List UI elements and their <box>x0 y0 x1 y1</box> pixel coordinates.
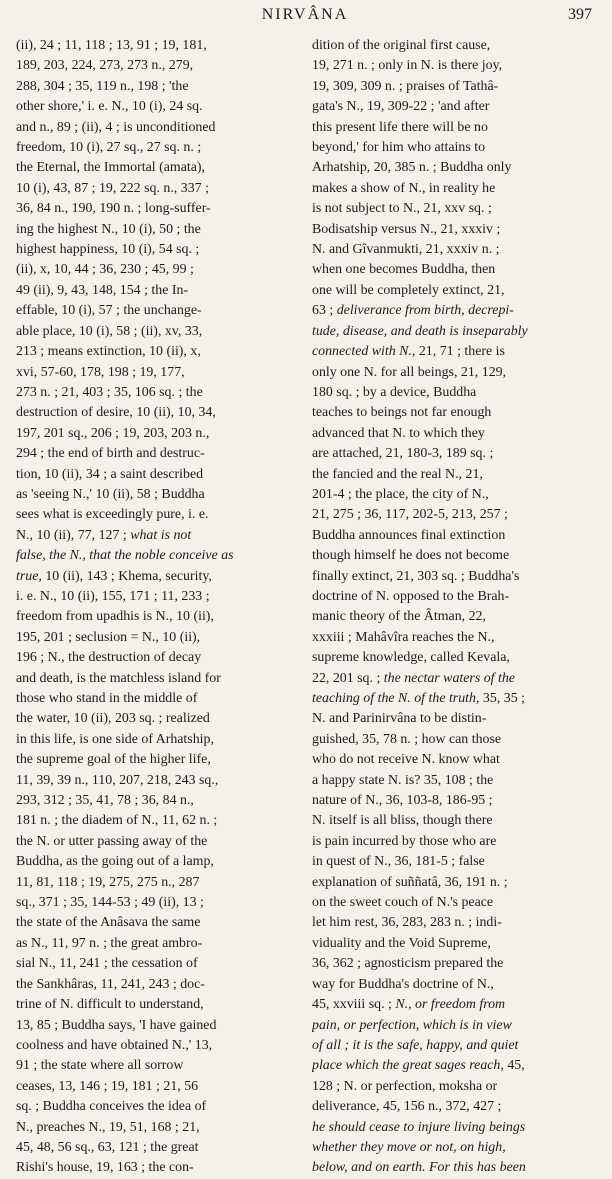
index-text: N., 10 (ii), 77, 127 ; <box>16 527 131 543</box>
index-text: 19, 271 n. ; only in N. is there joy, <box>312 58 503 74</box>
index-line <box>16 158 298 178</box>
index-text: 195, 201 ; seclusion = N., 10 (ii), <box>16 629 201 645</box>
index-text: teaches to beings not far enough <box>312 405 492 421</box>
index-line <box>312 546 594 566</box>
index-text: when one becomes Buddha, then <box>312 262 496 278</box>
index-text: 36, 362 ; agnosticism prepared the <box>312 956 504 972</box>
index-text: one will be completely extinct, 21, <box>312 282 505 298</box>
index-text: 45, <box>503 1058 525 1074</box>
index-line <box>312 832 594 852</box>
index-line <box>312 465 594 485</box>
index-text: 180 sq. ; by a device, Buddha <box>312 384 477 400</box>
index-text: beyond,' for him who attains to <box>312 140 486 156</box>
index-line <box>16 281 298 301</box>
index-line <box>312 77 594 97</box>
index-quotation: N., or freedom from <box>395 997 506 1013</box>
index-line <box>16 383 298 403</box>
index-text: the Sankhâras, 11, 241, 243 ; doc- <box>16 976 205 992</box>
index-line <box>16 485 298 505</box>
index-line <box>16 56 298 76</box>
index-text: Buddha, as the going out of a lamp, <box>16 854 214 870</box>
index-quotation: true, <box>16 568 42 584</box>
index-line <box>312 873 594 893</box>
index-text: those who stand in the middle of <box>16 691 198 706</box>
index-quotation: of all ; it is the safe, happy, and quiet <box>312 1037 519 1053</box>
index-line <box>312 1056 594 1076</box>
index-quotation: connected with N., <box>312 344 416 360</box>
index-line <box>16 750 298 770</box>
index-text: in quest of N., 36, 181-5 ; false <box>312 854 485 870</box>
index-text: 11, 81, 118 ; 19, 275, 275 n., 287 <box>16 874 200 890</box>
index-line <box>16 260 298 280</box>
index-line <box>16 893 298 913</box>
index-line <box>16 138 298 158</box>
index-text: explanation of suññatâ, 36, 191 n. ; <box>312 874 508 890</box>
index-text: 21, 275 ; 36, 117, 202-5, 213, 257 ; <box>312 507 508 523</box>
index-text: manic theory of the Âtman, 22, <box>312 609 486 625</box>
index-text: doctrine of N. opposed to the Brah- <box>312 588 510 604</box>
index-line <box>16 607 298 627</box>
index-text: and n., 89 ; (ii), 4 ; is unconditioned <box>16 119 216 135</box>
index-line <box>312 424 594 444</box>
index-line <box>16 220 298 240</box>
index-text: advanced that N. to which they <box>312 425 485 441</box>
index-line <box>16 465 298 485</box>
index-text: on the sweet couch of N.'s peace <box>312 895 494 911</box>
index-text: way for Buddha's doctrine of N., <box>312 976 494 992</box>
right-column <box>312 36 594 1179</box>
index-line <box>312 1077 594 1097</box>
index-text: 10 (ii), 143 ; Khema, security, <box>41 568 212 584</box>
index-line <box>16 505 298 525</box>
index-line <box>312 750 594 770</box>
index-line <box>312 995 594 1015</box>
index-text: 21, 71 ; there is <box>415 344 505 360</box>
index-line <box>312 587 594 607</box>
index-line <box>312 240 594 260</box>
index-line <box>16 689 298 709</box>
index-text: 128 ; N. or perfection, moksha or <box>312 1078 498 1094</box>
index-line <box>312 138 594 158</box>
index-text: N., preaches N., 19, 51, 168 ; 21, <box>16 1119 200 1135</box>
index-line <box>16 669 298 689</box>
index-text: sq., 371 ; 35, 144-53 ; 49 (ii), 13 ; <box>16 895 204 911</box>
index-columns <box>16 36 594 1179</box>
index-line <box>312 730 594 750</box>
index-text: finally extinct, 21, 303 sq. ; Buddha's <box>312 568 520 584</box>
index-text: 19, 309, 309 n. ; praises of Tathâ- <box>312 78 499 94</box>
index-line <box>312 669 594 689</box>
index-line <box>16 648 298 668</box>
index-line <box>312 383 594 403</box>
index-text: 10 (i), 43, 87 ; 19, 222 sq. n., 337 ; <box>16 180 209 196</box>
index-line <box>312 158 594 178</box>
index-text: the water, 10 (ii), 203 sq. ; realized <box>16 711 210 727</box>
index-text: effable, 10 (i), 57 ; the unchange- <box>16 303 202 319</box>
index-line <box>312 648 594 668</box>
index-text: sial N., 11, 241 ; the cessation of <box>16 956 198 972</box>
index-text: are attached, 21, 180-3, 189 sq. ; <box>312 446 494 462</box>
index-text: 11, 39, 39 n., 110, 207, 218, 243 sq., <box>16 772 219 788</box>
index-line <box>312 913 594 933</box>
index-text: other shore,' i. e. N., 10 (i), 24 sq. <box>16 99 203 115</box>
index-quotation: tude, disease, and death is inseparably <box>312 323 528 339</box>
index-line <box>16 240 298 260</box>
index-text: 49 (ii), 9, 43, 148, 154 ; the In- <box>16 282 189 298</box>
index-text: destruction of desire, 10 (ii), 10, 34, <box>16 405 216 421</box>
index-line <box>312 526 594 546</box>
index-text: though himself he does not become <box>312 548 510 564</box>
index-line <box>16 852 298 872</box>
index-text: (ii), x, 10, 44 ; 36, 230 ; 45, 99 ; <box>16 262 194 278</box>
index-text: 189, 203, 224, 273, 273 n., 279, <box>16 58 194 74</box>
index-line <box>312 1097 594 1117</box>
index-text: is not subject to N., 21, xxv sq. ; <box>312 201 492 217</box>
index-line <box>16 587 298 607</box>
index-text: Rishi's house, 19, 163 ; the con- <box>16 1160 194 1176</box>
index-text: 294 ; the end of birth and destruc- <box>16 446 205 462</box>
index-line <box>312 485 594 505</box>
index-text: (ii), 24 ; 11, 118 ; 13, 91 ; 19, 181, <box>16 38 207 53</box>
index-quotation: what is not <box>130 527 192 543</box>
index-text: gata's N., 19, 309-22 ; 'and after <box>312 99 490 115</box>
index-line <box>16 403 298 423</box>
index-line <box>312 505 594 525</box>
index-line <box>312 97 594 117</box>
index-line <box>312 934 594 954</box>
index-line <box>16 791 298 811</box>
index-line <box>16 118 298 138</box>
index-line <box>16 995 298 1015</box>
index-text: highest happiness, 10 (i), 54 sq. ; <box>16 242 200 258</box>
index-text: i. e. N., 10 (ii), 155, 171 ; 11, 233 ; <box>16 588 210 604</box>
index-line <box>16 1056 298 1076</box>
index-text: Arhatship, 20, 385 n. ; Buddha only <box>312 160 512 176</box>
index-line <box>16 873 298 893</box>
index-line <box>312 975 594 995</box>
index-line <box>16 934 298 954</box>
index-line <box>16 322 298 342</box>
index-line <box>312 342 594 362</box>
index-line <box>312 118 594 138</box>
index-line <box>16 709 298 729</box>
index-text: tion, 10 (ii), 34 ; a saint described <box>16 466 204 482</box>
index-line <box>312 567 594 587</box>
index-line <box>16 730 298 750</box>
index-line <box>312 791 594 811</box>
index-text: able place, 10 (i), 58 ; (ii), xv, 33, <box>16 323 203 339</box>
index-line <box>312 628 594 648</box>
index-line <box>16 444 298 464</box>
index-line <box>312 199 594 219</box>
index-text: 197, 201 sq., 206 ; 19, 203, 203 n., <box>16 425 210 441</box>
index-line <box>312 363 594 383</box>
index-text: ceases, 13, 146 ; 19, 181 ; 21, 56 <box>16 1078 199 1094</box>
index-text: 36, 84 n., 190, 190 n. ; long-suffer- <box>16 201 211 217</box>
index-text: coolness and have obtained N.,' 13, <box>16 1037 213 1053</box>
index-text: 288, 304 ; 35, 119 n., 198 ; 'the <box>16 78 189 94</box>
index-text: sees what is exceedingly pure, i. e. <box>16 507 209 523</box>
index-text: the state of the Anâsava the same <box>16 915 201 931</box>
index-line <box>312 607 594 627</box>
index-text: N. itself is all bliss, though there <box>312 813 493 829</box>
index-line <box>312 811 594 831</box>
index-line <box>312 322 594 342</box>
index-line <box>312 852 594 872</box>
index-line <box>312 771 594 791</box>
index-text: 91 ; the state where all sorrow <box>16 1058 184 1074</box>
index-line <box>312 1158 594 1178</box>
index-text: 45, xxviii sq. ; <box>312 997 396 1013</box>
index-quotation: whether they move or not, on high, <box>312 1139 506 1155</box>
index-line <box>16 1158 298 1178</box>
index-line <box>16 771 298 791</box>
index-line <box>312 1138 594 1158</box>
index-text: 213 ; means extinction, 10 (ii), x, <box>16 344 201 360</box>
index-line <box>16 832 298 852</box>
index-quotation: teaching of the N. of the truth, <box>312 691 480 706</box>
index-line <box>16 36 298 56</box>
index-line <box>312 689 594 709</box>
index-text: 181 n. ; the diadem of N., 11, 62 n. ; <box>16 813 218 829</box>
index-text: xvi, 57-60, 178, 198 ; 19, 177, <box>16 364 185 380</box>
index-text: a happy state N. is? 35, 108 ; the <box>312 772 494 788</box>
index-text: 63 ; <box>312 303 337 319</box>
index-text: guished, 35, 78 n. ; how can those <box>312 731 502 747</box>
index-line <box>312 260 594 280</box>
index-text: sq. ; Buddha conceives the idea of <box>16 1099 207 1115</box>
index-line <box>16 342 298 362</box>
index-text: who do not receive N. know what <box>312 752 500 768</box>
index-line <box>16 77 298 97</box>
index-text: freedom, 10 (i), 27 sq., 27 sq. n. ; <box>16 140 202 156</box>
index-line <box>16 97 298 117</box>
index-line <box>312 1036 594 1056</box>
index-line <box>16 1097 298 1117</box>
index-line <box>312 403 594 423</box>
index-text: 196 ; N., the destruction of decay <box>16 650 202 666</box>
index-line <box>312 444 594 464</box>
index-text: let him rest, 36, 283, 283 n. ; indi- <box>312 915 502 931</box>
index-line <box>16 567 298 587</box>
index-text: 293, 312 ; 35, 41, 78 ; 36, 84 n., <box>16 793 194 809</box>
index-text: the N. or utter passing away of the <box>16 833 208 849</box>
index-text: 13, 85 ; Buddha says, 'I have gained <box>16 1017 217 1033</box>
left-column <box>16 36 298 1179</box>
index-text: N. and Gîvanmukti, 21, xxxiv n. ; <box>312 242 500 258</box>
index-line <box>312 709 594 729</box>
index-quotation: pain, or perfection, which is in view <box>312 1017 512 1033</box>
index-line <box>16 1016 298 1036</box>
index-text: viduality and the Void Supreme, <box>312 935 491 951</box>
index-line <box>16 301 298 321</box>
index-quotation: deliverance from birth, decrepi- <box>336 303 514 319</box>
index-line <box>312 954 594 974</box>
index-line <box>312 1016 594 1036</box>
index-line <box>16 424 298 444</box>
index-text: this present life there will be no <box>312 119 488 135</box>
index-text: Bodisatship versus N., 21, xxxiv ; <box>312 221 501 237</box>
index-line <box>312 893 594 913</box>
index-text: as 'seeing N.,' 10 (ii), 58 ; Buddha <box>16 486 205 502</box>
index-line <box>16 1077 298 1097</box>
index-line <box>16 526 298 546</box>
index-line <box>16 179 298 199</box>
index-text: in this life, is one side of Arhatship, <box>16 731 214 747</box>
index-text: deliverance, 45, 156 n., 372, 427 ; <box>312 1099 502 1115</box>
index-line <box>16 913 298 933</box>
index-text: is pain incurred by those who are <box>312 833 497 849</box>
index-line <box>312 56 594 76</box>
index-line <box>312 179 594 199</box>
index-line <box>16 811 298 831</box>
index-text: and death, is the matchless island for <box>16 670 221 686</box>
index-text: 273 n. ; 21, 403 ; 35, 106 sq. ; the <box>16 384 203 400</box>
index-quotation: the nectar waters of the <box>383 670 515 686</box>
index-text: the Eternal, the Immortal (amata), <box>16 160 205 176</box>
index-quotation: he should cease to injure living beings <box>312 1119 526 1135</box>
index-line <box>312 220 594 240</box>
index-line <box>312 301 594 321</box>
index-line <box>16 954 298 974</box>
index-text: dition of the original first cause, <box>312 38 491 53</box>
index-line <box>16 363 298 383</box>
index-line <box>312 36 594 56</box>
index-text: freedom from upadhis is N., 10 (ii), <box>16 609 214 625</box>
index-text: ing the highest N., 10 (i), 50 ; the <box>16 221 201 237</box>
index-line <box>16 1118 298 1138</box>
index-text: Buddha announces final extinction <box>312 527 506 543</box>
index-text: trine of N. difficult to understand, <box>16 997 204 1013</box>
index-text: nature of N., 36, 103-8, 186-95 ; <box>312 793 493 809</box>
index-text: 22, 201 sq. ; <box>312 670 384 686</box>
index-quotation: place which the great sages reach, <box>312 1058 504 1074</box>
index-text: the fancied and the real N., 21, <box>312 466 483 482</box>
index-quotation: below, and on earth. For this has been <box>312 1160 526 1176</box>
index-text: 35, 35 ; <box>479 691 525 706</box>
index-line <box>312 281 594 301</box>
index-line <box>16 975 298 995</box>
index-line <box>16 199 298 219</box>
index-text: xxxiii ; Mahâvîra reaches the N., <box>312 629 495 645</box>
index-line <box>16 1036 298 1056</box>
index-text: as N., 11, 97 n. ; the great ambro- <box>16 935 203 951</box>
index-text: makes a show of N., in reality he <box>312 180 496 196</box>
index-line <box>312 1118 594 1138</box>
index-text: 45, 48, 56 sq., 63, 121 ; the great <box>16 1139 199 1155</box>
page-header <box>16 0 594 36</box>
index-line <box>16 546 298 566</box>
index-line <box>16 628 298 648</box>
index-line <box>16 1138 298 1158</box>
index-quotation: false, the N., that the noble conceive as <box>16 548 234 564</box>
index-text: supreme knowledge, called Kevala, <box>312 650 510 666</box>
page-number: 397 <box>568 6 592 23</box>
running-head: NIRVÂNA <box>261 6 349 23</box>
index-text: only one N. for all beings, 21, 129, <box>312 364 507 380</box>
index-text: N. and Parinirvâna to be distin- <box>312 711 487 727</box>
index-text: the supreme goal of the higher life, <box>16 752 211 768</box>
index-text: 201-4 ; the place, the city of N., <box>312 486 489 502</box>
